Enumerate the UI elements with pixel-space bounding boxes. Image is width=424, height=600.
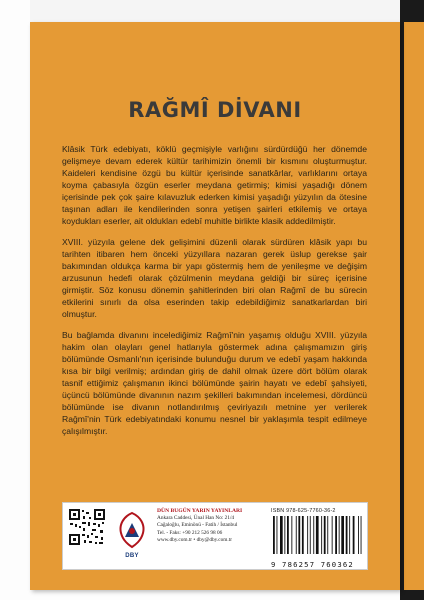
paragraph: XVIII. yüzyıla gelene dek gelişimini düzenli olarak sürdüren klâsik yapı bu tarihten itibaren hem önceki yüzyıllara nazaran gerek üslup gerekse şair bakımından oldukça karma bir yapı göstermiş hem de yenileşme ve değişim arzusunun hedefi olarak çözülmenin meydana geldiği bir süreç içerisine girmiştir. Söz konusu dönemin şahitlerinden biri olan Rağmî de bu sürecin etkilerini sınırlı da olsa eserinden takip edebildiğimiz sanatkarlardan biri olmuştur.	[62, 237, 367, 319]
address-line: Cağaloğlu, Eminönü - Fatih / İstanbul	[157, 522, 238, 529]
back-cover-text	[62, 143, 367, 446]
address-line: Ankara Caddesi, Ünal Han No: 21/4	[157, 515, 235, 522]
barcode-number: 9 786257 760362	[271, 560, 354, 569]
paragraph: Klâsik Türk edebiyatı, köklü geçmişiyle varlığını sürdürdüğü her dönemde gelişmeye devam ederek kültür tarihimizin önemli bir kısmını oluşturmuştur. Kaideleri kendisine özgü bu kültür içerisinde sanatkârlar, varlıklarını ortaya koyma çabasıyla özgün eserler meydana getirmiş; kimisi yaşadığı dönem içerisinde pek çok şaire kılavuzluk ederken kimisi yaşadığı yüzyılın da ötesine taşınan adları ile kendilerinden sonra yetişen şairleri etkilemiş ve ortaya koydukları eserler, ait oldukları edebî muhitle birlikte klasik addedilmiştir.	[62, 144, 367, 226]
publisher-name: DÜN BUGÜN YARIN YAYINLARI	[157, 508, 243, 514]
isbn-block	[271, 508, 363, 569]
background-strip	[30, 0, 424, 22]
isbn-label: ISBN 978-625-7760-36-2	[271, 508, 336, 514]
qr-code-icon	[68, 508, 106, 546]
adjacent-cover-edge	[404, 22, 424, 590]
publisher-logo-text: DBY	[125, 553, 139, 559]
paragraph: Bu bağlamda divanını incelediğimiz Rağmî'nin yaşamış olduğu XVIII. yüzyıla hakim olan olayları genel hatlarıyla göstermek adına çalışmamızın giriş bölümünde Osmanlı'nın içerisinde bulunduğu durum ve edebî yaşam hakkında kısa bir bilgi verilmiş; ardından giriş de dahil olmak üzere dört bölüm olarak tasnif ettiğimiz çalışmanın ikinci bölümünde şairin hayatı ve edebî şahsiyeti, üçüncü bölümünde divanının nazım şekilleri bakımından incelemesi, dördüncü bölümünde ise divanın notlandırılmış çeviriyazılı metnine yer verilerek Rağmî'nin Türk edebiyatındaki konumu nesnel bir yaklaşımla tespit edilmeye çalışılmıştır.	[62, 330, 367, 436]
book-title: RAĞMÎ DİVANI	[128, 98, 302, 122]
barcode-icon	[271, 516, 363, 554]
publisher-address	[157, 508, 267, 544]
publisher-info-box	[62, 502, 368, 570]
phone-line: Tel. - Faks: +90 212 526 98 06	[157, 529, 223, 536]
web-line: www.dby.com.tr • dby@dby.com.tr	[157, 536, 232, 543]
